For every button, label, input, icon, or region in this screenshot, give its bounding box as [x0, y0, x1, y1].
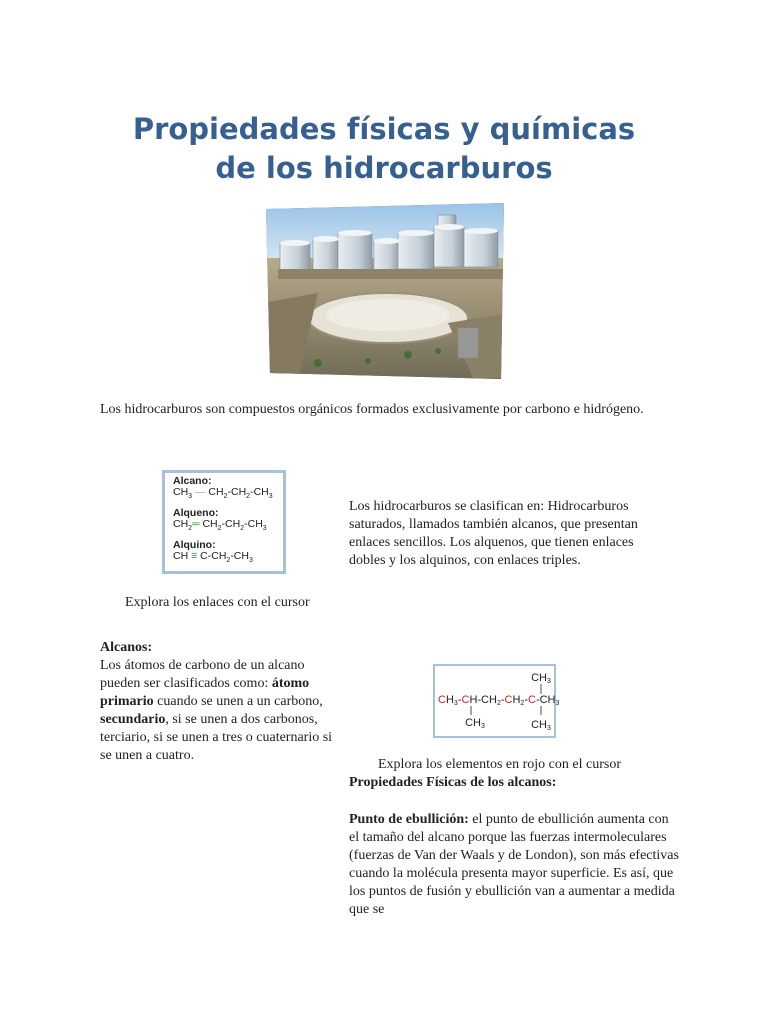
alquino-label: Alquino: — [173, 539, 216, 552]
alqueno-label: Alqueno: — [173, 507, 219, 520]
molecule-caption: Explora los elementos en rojo con el cursor — [378, 757, 621, 772]
alcanos-text-3: , si se unen a dos carbonos, terciario, si se unen a tres o cuaternario si se unen a cuatro. — [100, 712, 333, 763]
alcanos-text-2: cuando se unen a un carbono, — [153, 694, 323, 709]
boiling-point-label: Punto de ebullición: — [349, 812, 469, 827]
alcanos-bold-primario: átomo primario — [100, 676, 310, 709]
svg-text:CH3: CH3 — [531, 672, 551, 685]
classification-paragraph: Los hidrocarburos se clasifican en: Hidrocarburos saturados, llamados también alcanos, que presentan enlaces sencillos. Los alquenos, que tienen enlaces dobles y los alquinos, con enlaces triples. — [349, 499, 638, 568]
physical-properties-heading: Propiedades Físicas de los alcanos: — [349, 775, 557, 790]
boiling-point-paragraph — [349, 811, 679, 919]
svg-text:CH3: CH3 — [531, 719, 551, 732]
alqueno-formula: $CH_2═$ $CH_2-CH_2-CH_3$ — [173, 518, 267, 533]
alquino-formula: CH ≡ $C-CH_2-CH_3$ — [173, 550, 253, 565]
bonds-caption: Explora los enlaces con el cursor — [125, 595, 310, 610]
carbon-classification-molecule[interactable] — [433, 664, 560, 738]
alcanos-heading: Alcanos: — [100, 640, 153, 655]
title-line-1: Propiedades físicas y químicas — [132, 112, 636, 146]
intro-paragraph: Los hidrocarburos son compuestos orgánicos formados exclusivamente por carbono e hidrógeno. — [100, 402, 644, 417]
svg-text:CH3: CH3 — [465, 717, 485, 730]
page-title — [0, 110, 768, 188]
bond-types-diagram[interactable] — [162, 470, 286, 574]
alcanos-bold-secundario: secundario — [100, 712, 166, 727]
title-line-2: de los hidrocarburos — [215, 151, 553, 185]
alcano-formula: $CH_3$ — $CH_2-CH_2-CH_3$ — [173, 486, 273, 501]
alcanos-text-1: Los átomos de carbono de un alcano pueden ser clasificados como: — [100, 658, 305, 691]
svg-text:CH3-CH-CH2-CH2-C-CH3: CH3-CH-CH2-CH2-C-CH3 — [438, 694, 560, 707]
refinery-tanks-photo — [258, 203, 509, 383]
alcano-label: Alcano: — [173, 475, 212, 487]
boiling-point-text: el punto de ebullición aumenta con el tamaño del alcano porque las fuerzas intermoleculares (fuerzas de Van der Waals y de London), son más efectivas cuando la molécula presenta mayor superficie. Es así, que los puntos de fusión y ebullición van a aumentar a medida que se — [349, 812, 679, 917]
alcanos-section — [100, 639, 335, 765]
